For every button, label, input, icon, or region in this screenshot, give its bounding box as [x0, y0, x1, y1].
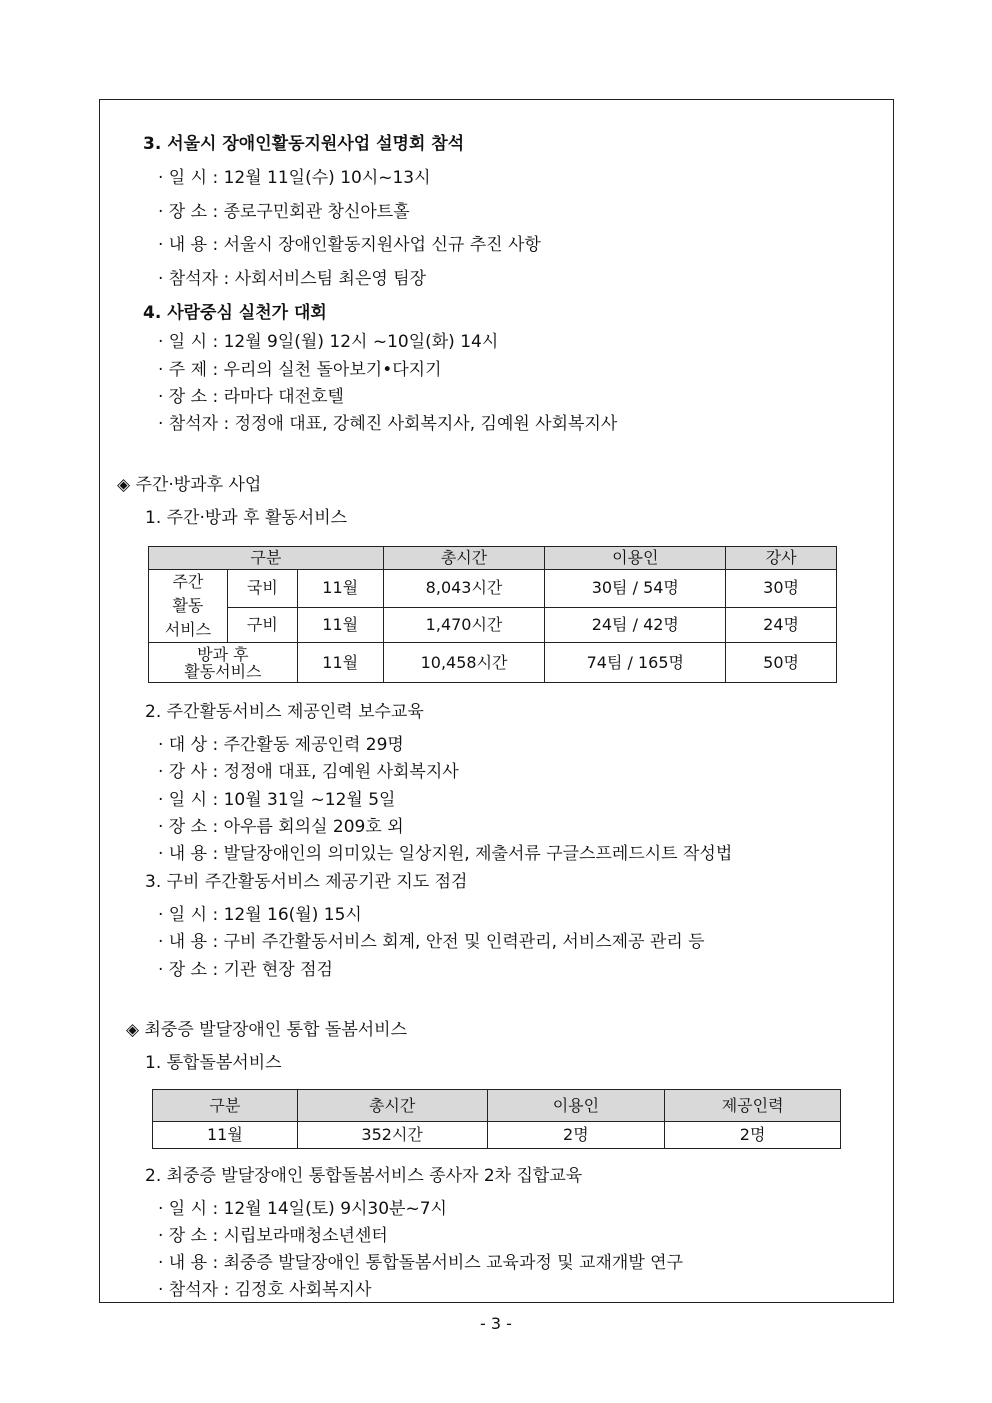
list-item: · 참석자 : 김정호 사회복지사 [158, 1280, 372, 1300]
users-cell: 24팀 / 42명 [545, 607, 726, 643]
month-cell: 11월 [297, 570, 383, 608]
care-heading: ◈ 최중증 발달장애인 통합 돌봄서비스 [126, 1020, 408, 1040]
list-item: · 주 제 : 우리의 실천 돌아보기•다지기 [158, 360, 442, 380]
list-item: · 강 사 : 정정애 대표, 김예원 사회복지사 [158, 762, 459, 782]
header-users: 이용인 [487, 1090, 665, 1122]
list-item: · 장 소 : 종로구민회관 창신아트홀 [158, 202, 410, 222]
list-item: · 일 시 : 12월 9일(월) 12시 ~10일(화) 14시 [158, 332, 499, 352]
header-hours: 총시간 [297, 1090, 487, 1122]
list-item: · 장 소 : 시립보라매청소년센터 [158, 1226, 388, 1246]
month-cell: 11월 [297, 643, 383, 683]
section-4-title: 4. 사람중심 실천가 대회 [143, 303, 327, 323]
header-category: 구분 [149, 547, 384, 570]
list-item: · 내 용 : 서울시 장애인활동지원사업 신규 추진 사항 [158, 235, 541, 255]
users-cell: 30팀 / 54명 [545, 570, 726, 608]
month-cell: 11월 [297, 607, 383, 643]
list-item: · 내 용 : 구비 주간활동서비스 회계, 안전 및 인력관리, 서비스제공 관리 등 [158, 932, 705, 952]
header-staff: 제공인력 [665, 1090, 841, 1122]
hours-cell: 8,043시간 [383, 570, 545, 608]
hours-cell: 352시간 [297, 1122, 487, 1149]
list-item: · 장 소 : 기관 현장 점검 [158, 960, 333, 980]
care-sub2-title: 2. 최중증 발달장애인 통합돌봄서비스 종사자 2차 집합교육 [145, 1166, 583, 1186]
section-3-title: 3. 서울시 장애인활동지원사업 설명회 참석 [143, 134, 465, 154]
list-item: · 대 상 : 주간활동 제공인력 29명 [158, 735, 404, 755]
staff-cell: 50명 [726, 643, 837, 683]
hours-cell: 1,470시간 [383, 607, 545, 643]
day-sub2-title: 2. 주간활동서비스 제공인력 보수교육 [145, 702, 424, 722]
list-item: · 내 용 : 발달장애인의 의미있는 일상지원, 제출서류 구글스프레드시트 작성법 [158, 844, 733, 864]
page-number: - 3 - [480, 1314, 512, 1333]
care-sub1-title: 1. 통합돌봄서비스 [145, 1053, 282, 1073]
fund-cell: 구비 [227, 607, 297, 643]
header-category: 구분 [153, 1090, 298, 1122]
day-program-heading: ◈ 주간·방과후 사업 [117, 475, 262, 495]
list-item: · 장 소 : 라마다 대전호텔 [158, 387, 344, 407]
users-cell: 2명 [487, 1122, 665, 1149]
day-service-table [148, 546, 837, 683]
list-item: · 일 시 : 10월 31일 ~12월 5일 [158, 790, 396, 810]
day-sub3-title: 3. 구비 주간활동서비스 제공기관 지도 점검 [145, 872, 468, 892]
header-staff: 강사 [726, 547, 837, 570]
month-cell: 11월 [153, 1122, 298, 1149]
users-cell: 74팀 / 165명 [545, 643, 726, 683]
header-users: 이용인 [545, 547, 726, 570]
list-item: · 일 시 : 12월 11일(수) 10시~13시 [158, 168, 431, 188]
list-item: · 장 소 : 아우름 회의실 209호 외 [158, 817, 404, 837]
care-service-table [152, 1089, 841, 1149]
staff-cell: 2명 [665, 1122, 841, 1149]
after-school-label: 방과 후 활동서비스 [149, 643, 298, 683]
header-hours: 총시간 [383, 547, 545, 570]
hours-cell: 10,458시간 [383, 643, 545, 683]
list-item: · 참석자 : 사회서비스팀 최은영 팀장 [158, 269, 427, 289]
staff-cell: 24명 [726, 607, 837, 643]
list-item: · 일 시 : 12월 16(월) 15시 [158, 905, 362, 925]
group-label: 주간 활동 서비스 [149, 570, 228, 643]
list-item: · 내 용 : 최중증 발달장애인 통합돌봄서비스 교육과정 및 교재개발 연구 [158, 1253, 683, 1273]
list-item: · 참석자 : 정정애 대표, 강혜진 사회복지사, 김예원 사회복지사 [158, 414, 618, 434]
day-sub1-title: 1. 주간·방과 후 활동서비스 [145, 508, 348, 528]
list-item: · 일 시 : 12월 14일(토) 9시30분~7시 [158, 1199, 447, 1219]
fund-cell: 국비 [227, 570, 297, 608]
staff-cell: 30명 [726, 570, 837, 608]
